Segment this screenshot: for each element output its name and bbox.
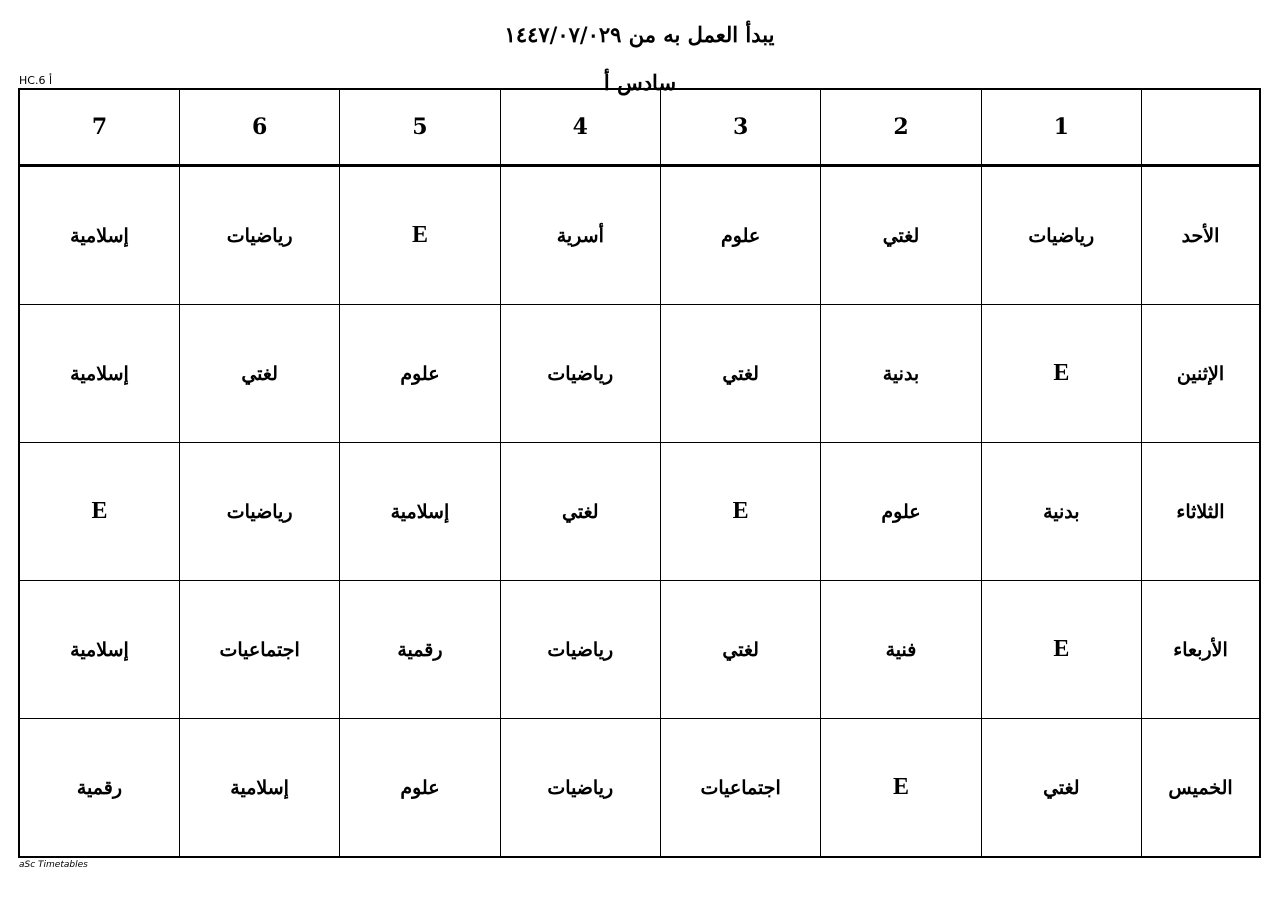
lesson-cell: لغتي <box>981 719 1141 858</box>
lesson-cell: لغتي <box>660 581 820 719</box>
page-title: يبدأ العمل به من ١٤٤٧/٠٧/٠٢٩ <box>504 22 775 47</box>
period-header: 4 <box>500 89 660 166</box>
lesson-cell: لغتي <box>821 166 981 305</box>
lesson-cell: رياضيات <box>500 719 660 858</box>
lesson-cell: علوم <box>660 166 820 305</box>
period-header: 5 <box>340 89 500 166</box>
lesson-cell: علوم <box>821 443 981 581</box>
table-row <box>19 305 1260 443</box>
lesson-cell: إسلامية <box>19 581 179 719</box>
lesson-cell: علوم <box>340 305 500 443</box>
lesson-cell: علوم <box>340 719 500 858</box>
lesson-cell: E <box>821 719 981 858</box>
lesson-cell: E <box>981 581 1141 719</box>
lesson-cell: E <box>19 443 179 581</box>
lesson-cell: E <box>981 305 1141 443</box>
lesson-cell: رياضيات <box>179 166 339 305</box>
table-row <box>19 581 1260 719</box>
lesson-cell: بدنية <box>981 443 1141 581</box>
lesson-cell: اجتماعيات <box>660 719 820 858</box>
class-name: سادس أ <box>603 70 677 95</box>
period-header: 6 <box>179 89 339 166</box>
timetable <box>18 88 1261 858</box>
day-label: الإثنين <box>1142 305 1261 443</box>
lesson-cell: إسلامية <box>179 719 339 858</box>
lesson-cell: أسرية <box>500 166 660 305</box>
period-header: 1 <box>981 89 1141 166</box>
lesson-cell: رياضيات <box>500 305 660 443</box>
footer-credit: aSc Timetables <box>19 860 88 870</box>
table-row <box>19 166 1260 305</box>
day-label: الخميس <box>1142 719 1261 858</box>
lesson-cell: بدنية <box>821 305 981 443</box>
lesson-cell: E <box>340 166 500 305</box>
lesson-cell: رياضيات <box>981 166 1141 305</box>
table-row <box>19 443 1260 581</box>
period-header: 2 <box>821 89 981 166</box>
lesson-cell: E <box>660 443 820 581</box>
day-label: الأحد <box>1142 166 1261 305</box>
period-header: 7 <box>19 89 179 166</box>
lesson-cell: رياضيات <box>179 443 339 581</box>
day-label: الأربعاء <box>1142 581 1261 719</box>
lesson-cell: فنية <box>821 581 981 719</box>
lesson-cell: إسلامية <box>19 166 179 305</box>
day-label: الثلاثاء <box>1142 443 1261 581</box>
lesson-cell: لغتي <box>179 305 339 443</box>
periods-header-row <box>19 89 1260 166</box>
table-row <box>19 719 1260 858</box>
lesson-cell: لغتي <box>500 443 660 581</box>
lesson-cell: إسلامية <box>340 443 500 581</box>
lesson-cell: رقمية <box>19 719 179 858</box>
lesson-cell: لغتي <box>660 305 820 443</box>
class-code: HC.6 أ <box>19 74 53 87</box>
period-header: 3 <box>660 89 820 166</box>
lesson-cell: إسلامية <box>19 305 179 443</box>
lesson-cell: رقمية <box>340 581 500 719</box>
lesson-cell: رياضيات <box>500 581 660 719</box>
lesson-cell: اجتماعيات <box>179 581 339 719</box>
corner-cell <box>1142 89 1261 166</box>
